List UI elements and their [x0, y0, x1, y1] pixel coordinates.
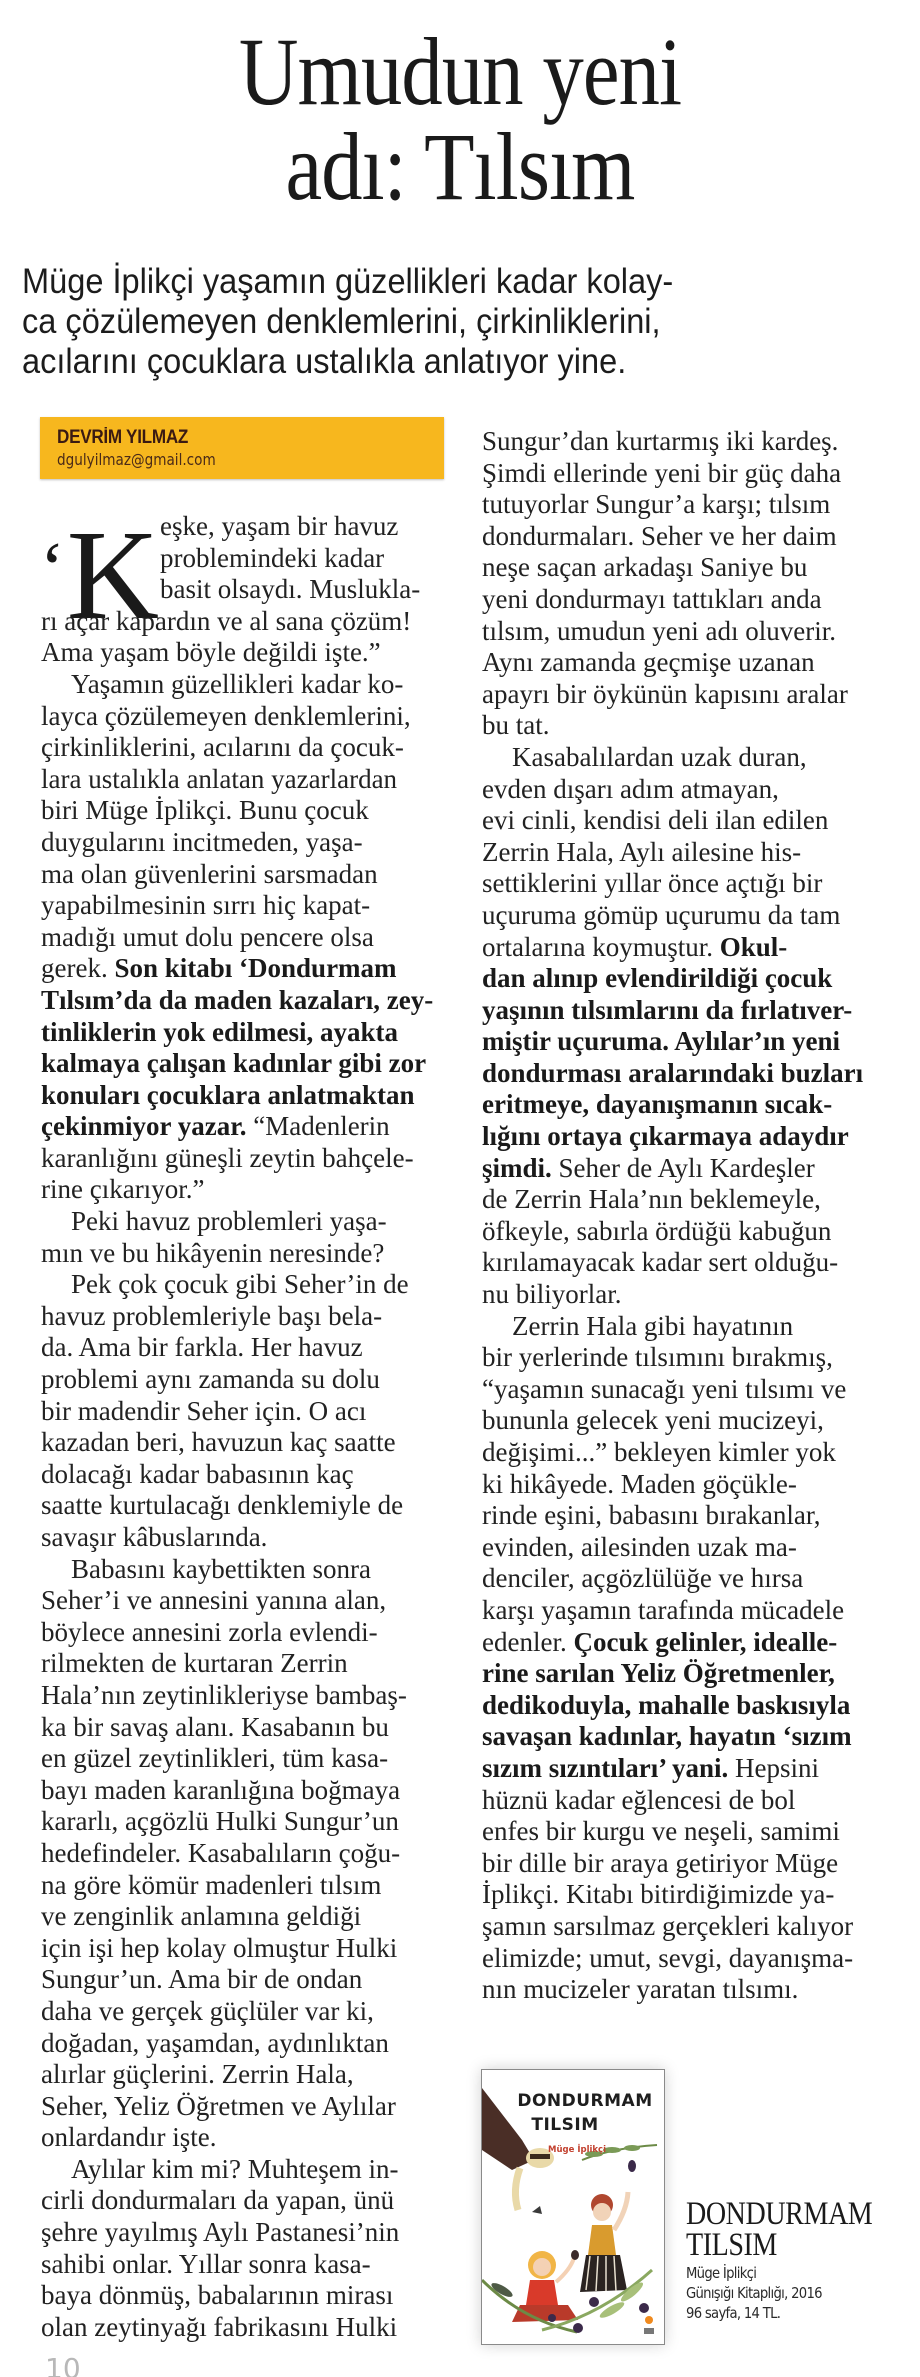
text-line: [482, 679, 882, 711]
bold-text: konuları çocuklara anlatmaktan: [41, 1079, 415, 1110]
text-line: [41, 2217, 441, 2249]
text-line: [41, 701, 441, 733]
regular-text: “Madenlerin: [246, 1111, 390, 1142]
regular-text: edenler.: [482, 1626, 574, 1657]
regular-text: “yaşamın sunacağı yeni tılsımı ve: [482, 1373, 847, 1404]
regular-text: Zerrin Hala gibi hayatının: [512, 1310, 794, 1341]
text-line: [41, 669, 441, 701]
text-line: [41, 1206, 441, 1238]
text-line: [41, 1364, 441, 1396]
book-author: Müge İplikçi: [686, 2264, 757, 2282]
text-line: [41, 1238, 441, 1270]
text-line: [482, 1437, 882, 1469]
text-line: [482, 1595, 882, 1627]
text-line: [41, 1048, 441, 1080]
regular-text: sahibi onlar. Yıllar sonra kasa-: [41, 2248, 371, 2279]
text-line: [482, 774, 882, 806]
text-line: [41, 1648, 441, 1680]
text-line: [41, 1870, 441, 1902]
text-line: [41, 1585, 441, 1617]
text-line: [482, 963, 882, 995]
regular-text: olan zeytinyağı fabrikasını Hulki: [41, 2311, 398, 2342]
regular-text: Sungur’un. Ama bir de ondan: [41, 1964, 363, 1995]
regular-text: Yaşamın güzellikleri kadar ko-: [71, 668, 404, 699]
text-line: [482, 1089, 882, 1121]
regular-text: tılsım, umudun yeni adı oluverir.: [482, 615, 836, 646]
bold-text: dan alınıp evlendirildiği çocuk: [482, 963, 833, 994]
regular-text: nın mucizeler yaratan tılsımı.: [482, 1974, 799, 2005]
dropcap-lines: [160, 511, 420, 606]
text-line: [482, 1153, 882, 1185]
book-title: TILSIM: [686, 2227, 777, 2263]
bold-text: rine sarılan Yeliz Öğretmenler,: [482, 1658, 835, 1689]
regular-text: karşı yaşamın tarafında mücadele: [482, 1594, 845, 1625]
text-line: [41, 795, 441, 827]
text-line: [41, 606, 441, 638]
page-number: 10: [45, 2355, 81, 2377]
text-line: [482, 1848, 882, 1880]
text-line: [482, 1121, 882, 1153]
text-line: [41, 1396, 441, 1428]
regular-text: bununla gelecek yeni mucizeyi,: [482, 1405, 824, 1436]
regular-text: rinde eşini, babasını bırakanlar,: [482, 1500, 821, 1531]
text-line: [41, 1522, 441, 1554]
regular-text: elimizde; umut, sevgi, dayanışma-: [482, 1942, 854, 1973]
regular-text: apayrı bir öykünün kapısını aralar: [482, 678, 848, 709]
bold-text: sızım sızıntıları’ yani.: [482, 1752, 729, 1783]
deck-line: Müge İplikçi yaşamın güzellikleri kadar kolay-: [22, 262, 674, 301]
text-line: [482, 868, 882, 900]
text-line: [482, 1816, 882, 1848]
regular-text: dondurmaları. Seher ve her daim: [482, 520, 837, 551]
text-line: [482, 1911, 882, 1943]
text-line: [482, 489, 882, 521]
regular-text: Babasını kaybettikten sonra: [71, 1553, 371, 1584]
regular-text: enfes bir kurgu ve neşeli, samimi: [482, 1816, 840, 1847]
text-line: [41, 1838, 441, 1870]
bold-text: lığını ortaya çıkarmaya adaydır: [482, 1121, 849, 1152]
text-line: [482, 1184, 882, 1216]
text-line: [482, 616, 882, 648]
regular-text: saatte kurtulacağı denklemiyle de: [41, 1490, 404, 1521]
text-line: [482, 1532, 882, 1564]
text-line: [482, 932, 882, 964]
text-line: [41, 1996, 441, 2028]
text-line: [482, 1342, 882, 1374]
text-line: [41, 859, 441, 891]
regular-text: onlardandır işte.: [41, 2122, 217, 2153]
text-line: [41, 1301, 441, 1333]
text-line: [41, 2059, 441, 2091]
regular-text: cirli dondurmaları da yapan, ünü: [41, 2185, 395, 2216]
regular-text: denciler, açgözlülüğe ve hırsa: [482, 1563, 804, 1594]
cover-title: DONDURMAM: [517, 2091, 653, 2111]
regular-text: kırılamayacak kadar sert olduğu-: [482, 1247, 839, 1278]
regular-text: değişimi...” bekleyen kimler yok: [482, 1437, 836, 1467]
book-title: DONDURMAM: [686, 2196, 873, 2232]
text-line: [482, 1405, 882, 1437]
text-line: [482, 1311, 882, 1343]
cover-title: TILSIM: [531, 2115, 599, 2135]
regular-text: lara ustalıkla anlatan yazarlardan: [41, 763, 398, 794]
text-line: [41, 1080, 441, 1112]
text-line: [482, 1500, 882, 1532]
book-details: 96 sayfa, 14 TL.: [686, 2304, 781, 2322]
regular-text: Seher de Aylı Kardeşler: [551, 1152, 815, 1183]
book-cover: [481, 2069, 665, 2345]
text-line: [482, 1247, 882, 1279]
text-line: [41, 764, 441, 796]
text-line: [41, 953, 441, 985]
regular-text: tutuyorlar Sungur’a karşı; tılsım: [482, 489, 831, 520]
regular-text: bir dille bir araya getiriyor Müge: [482, 1847, 839, 1878]
text-line: [482, 1753, 882, 1785]
regular-text: Hala’nın zeytinlikleriyse bambaş-: [41, 1679, 407, 1710]
regular-text: şamın sarsılmaz gerçekleri kalıyor: [482, 1910, 854, 1941]
text-line: [41, 1017, 441, 1049]
bold-text: dondurması aralarındaki buzları: [482, 1057, 864, 1088]
text-line: [41, 1459, 441, 1491]
regular-text: mın ve bu hikâyenin neresinde?: [41, 1237, 385, 1268]
regular-text: için işi hep kolay olmuştur Hulki: [41, 1932, 398, 1963]
regular-text: dolacağı kadar babasının kaç: [41, 1458, 354, 1489]
bold-text: eritmeye, dayanışmanın sıcak-: [482, 1089, 833, 1120]
regular-text: Aynı zamanda geçmişe uzanan: [482, 647, 815, 678]
text-line: [41, 1427, 441, 1459]
bold-text: miştir uçuruma. Aylılar’ın yeni: [482, 1026, 840, 1057]
article-deck: [22, 262, 840, 382]
text-line: [41, 1964, 441, 1996]
text-line: [41, 1743, 441, 1775]
regular-text: evinden, ailesinden uzak ma-: [482, 1531, 797, 1562]
drop-cap-letter: K: [66, 504, 160, 646]
text-line: [482, 426, 882, 458]
text-line: [41, 2122, 441, 2154]
regular-text: havuz problemleriyle başı bela-: [41, 1300, 383, 1331]
regular-text: Zerrin Hala, Aylı ailesine his-: [482, 836, 802, 867]
text-line: [41, 2028, 441, 2060]
regular-text: hüznü kadar eğlencesi de bol: [482, 1784, 796, 1815]
text-line: [41, 1806, 441, 1838]
regular-text: yeni dondurmayı tattıkları anda: [482, 583, 822, 614]
text-line: [41, 1933, 441, 1965]
bold-text: tinliklerin yok edilmesi, ayakta: [41, 1016, 399, 1047]
text-line: [41, 1901, 441, 1933]
text-line: [482, 1563, 882, 1595]
text-line: [41, 985, 441, 1017]
text-line: [482, 805, 882, 837]
author-email[interactable]: dgulyilmaz@gmail.com: [57, 450, 216, 469]
regular-text: rine çıkarıyor.”: [41, 1174, 205, 1205]
book-info: [686, 2196, 905, 2323]
regular-text: bu tat.: [482, 710, 550, 741]
article-column-right: [482, 426, 882, 2006]
bold-text: Okul-: [719, 931, 788, 962]
bold-text: Tılsım’da da maden kazaları, zey-: [41, 984, 434, 1015]
regular-text: ortalarına koymuştur.: [482, 931, 720, 962]
regular-text: bir madendir Seher için. O acı: [41, 1395, 367, 1426]
text-line: [41, 1269, 441, 1301]
text-line: [41, 1111, 441, 1143]
text-line: [482, 742, 882, 774]
regular-text: Hepsini: [728, 1752, 819, 1783]
text-line: [482, 1943, 882, 1975]
byline-box: [40, 417, 444, 479]
text-line: [41, 2249, 441, 2281]
regular-text: na göre kömür madenleri tılsım: [41, 1869, 382, 1900]
regular-text: daha ve gerçek güçlüler var ki,: [41, 1995, 374, 2026]
text-line: [482, 1374, 882, 1406]
regular-text: ma olan güvenlerini sarsmadan: [41, 858, 378, 889]
bold-text: dedikoduyla, mahalle baskısıyla: [482, 1689, 851, 1720]
regular-text: madığı umut dolu pencere olsa: [41, 921, 374, 952]
text-line: [41, 890, 441, 922]
regular-text: Pek çok çocuk gibi Seher’in de: [71, 1269, 409, 1300]
author-name: DEVRİM YILMAZ: [57, 427, 189, 448]
text-line: [41, 1554, 441, 1586]
bold-text: çekinmiyor yazar.: [41, 1111, 247, 1142]
regular-text: Ama yaşam böyle değildi işte.”: [41, 637, 381, 668]
regular-text: kararlı, açgözlü Hulki Sungur’un: [41, 1806, 399, 1837]
text-line: [41, 2280, 441, 2312]
book-publisher: Günışığı Kitaplığı, 2016: [686, 2284, 822, 2302]
text-line: [41, 1332, 441, 1364]
regular-text: ve zenginlik anlamına geldiği: [41, 1901, 362, 1932]
text-line: [482, 1974, 882, 2006]
regular-text: evden dışarı adım atmayan,: [482, 773, 779, 804]
headline-line: adı: Tılsım: [285, 113, 635, 220]
text-line: eşke, yaşam bir havuz: [160, 511, 399, 541]
regular-text: öfkeyle, sabırla ördüğü kabuğun: [482, 1215, 832, 1246]
deck-line: acılarını çocuklara ustalıkla anlatıyor yine.: [22, 342, 627, 381]
regular-text: bir yerlerinde tılsımını bırakmış,: [482, 1342, 833, 1373]
regular-text: baya dönmüş, babalarının mirası: [41, 2280, 394, 2311]
text-line: [482, 1216, 882, 1248]
cover-author: Müge İplikçi: [548, 2145, 606, 2155]
text-line: [482, 995, 882, 1027]
text-line: [41, 1143, 441, 1175]
regular-text: Aylılar kim mi? Muhteşem in-: [71, 2153, 399, 2184]
text-line: [482, 837, 882, 869]
regular-text: bayı maden karanlığına boğmaya: [41, 1774, 401, 1805]
text-line: [482, 552, 882, 584]
text-line: [41, 2154, 441, 2186]
text-line: [482, 1690, 882, 1722]
regular-text: alırlar güçlerini. Zerrin Hala,: [41, 2059, 354, 2090]
text-line: [482, 1026, 882, 1058]
regular-text: settiklerini yıllar önce açtığı bir: [482, 868, 823, 899]
text-line: [482, 1058, 882, 1090]
bold-text: savaşan kadınlar, hayatın ‘sızım: [482, 1721, 852, 1752]
text-line: [482, 1721, 882, 1753]
regular-text: layca çözülemeyen denklemlerini,: [41, 700, 411, 731]
bold-text: kalmaya çalışan kadınlar gibi zor: [41, 1048, 427, 1079]
text-line: [482, 1658, 882, 1690]
text-line: [482, 521, 882, 553]
regular-text: ki hikâyede. Maden göçükle-: [482, 1468, 797, 1499]
regular-text: Peki havuz problemleri yaşa-: [71, 1206, 387, 1237]
regular-text: savaşır kâbuslarında.: [41, 1522, 268, 1553]
text-line: [41, 2091, 441, 2123]
text-line: [482, 647, 882, 679]
regular-text: Şimdi ellerinde yeni bir güç daha: [482, 457, 842, 488]
regular-text: nu biliyorlar.: [482, 1279, 622, 1310]
headline: [64, 18, 855, 220]
bold-text: Çocuk gelinler, idealle-: [573, 1626, 838, 1657]
regular-text: hedefindeler. Kasabalıların çoğu-: [41, 1837, 401, 1868]
regular-text: rilmekten de kurtaran Zerrin: [41, 1648, 348, 1679]
regular-text: şehre yayılmış Aylı Pastanesi’nin: [41, 2217, 400, 2248]
text-line: [482, 1879, 882, 1911]
text-line: problemindeki kadar: [160, 542, 385, 573]
regular-text: problemi aynı zamanda su dolu: [41, 1364, 380, 1395]
text-line: [41, 1174, 441, 1206]
regular-text: biri Müge İplikçi. Bunu çocuk: [41, 795, 369, 826]
text-line: [482, 1627, 882, 1659]
text-line: [482, 900, 882, 932]
text-line: [41, 732, 441, 764]
regular-text: neşe saçan arkadaşı Saniye bu: [482, 552, 808, 583]
text-line: [41, 1490, 441, 1522]
regular-text: doğadan, yaşamdan, aydınlıktan: [41, 2027, 389, 2058]
text-line: [41, 827, 441, 859]
regular-text: Sungur’dan kurtarmış iki kardeş.: [482, 426, 839, 456]
bold-text: şimdi.: [482, 1152, 552, 1183]
regular-text: de Zerrin Hala’nın beklemeyle,: [482, 1184, 821, 1215]
regular-text: uçuruma gömüp uçurumu da tam: [482, 899, 841, 930]
text-line: [482, 1785, 882, 1817]
regular-text: böylece annesini zorla evlendi-: [41, 1616, 378, 1647]
regular-text: en güzel zeytinlikleri, tüm kasa-: [41, 1743, 389, 1774]
regular-text: duygularını incitmeden, yaşa-: [41, 826, 363, 857]
text-line: [41, 1680, 441, 1712]
text-line: [482, 1469, 882, 1501]
text-line: [482, 710, 882, 742]
text-line: [41, 1617, 441, 1649]
regular-text: karanlığını güneşli zeytin bahçele-: [41, 1142, 414, 1173]
regular-text: da. Ama bir farkla. Her havuz: [41, 1332, 363, 1363]
regular-text: kazadan beri, havuzun kaç saatte: [41, 1427, 396, 1458]
text-line: [41, 2312, 441, 2344]
text-line: [41, 637, 441, 669]
regular-text: çirkinliklerini, acılarını da çocuk-: [41, 732, 404, 763]
text-line: [41, 1775, 441, 1807]
text-line: [41, 2185, 441, 2217]
regular-text: İplikçi. Kitabı bitirdiğimizde ya-: [482, 1879, 835, 1910]
regular-text: Kasabalılardan uzak duran,: [512, 741, 807, 772]
headline-line: Umudun yeni: [238, 18, 682, 125]
regular-text: rı açar kapardın ve al sana çözüm!: [41, 605, 412, 636]
text-line: [41, 1712, 441, 1744]
bold-text: Son kitabı ‘Dondurmam: [114, 953, 397, 984]
bold-text: yaşının tılsımlarını da fırlatıver-: [482, 994, 853, 1025]
regular-text: yapabilmesinin sırrı hiç kapat-: [41, 890, 371, 921]
text-line: [482, 1279, 882, 1311]
regular-text: Seher’i ve annesini yanına alan,: [41, 1585, 387, 1616]
regular-text: Seher, Yeliz Öğretmen ve Aylılar: [41, 2090, 396, 2121]
article-column-left: [41, 606, 441, 2344]
drop-cap-quote: ‘: [40, 528, 65, 610]
regular-text: evi cinli, kendisi deli ilan edilen: [482, 805, 829, 836]
text-line: [41, 922, 441, 954]
text-line: [482, 584, 882, 616]
regular-text: gerek.: [41, 953, 115, 984]
text-line: basit olsaydı. Muslukla-: [160, 574, 421, 605]
regular-text: ka bir savaş alanı. Kasabanın bu: [41, 1711, 389, 1742]
deck-line: ca çözülemeyen denklemlerini, çirkinliklerini,: [22, 302, 661, 341]
text-line: [482, 458, 882, 490]
